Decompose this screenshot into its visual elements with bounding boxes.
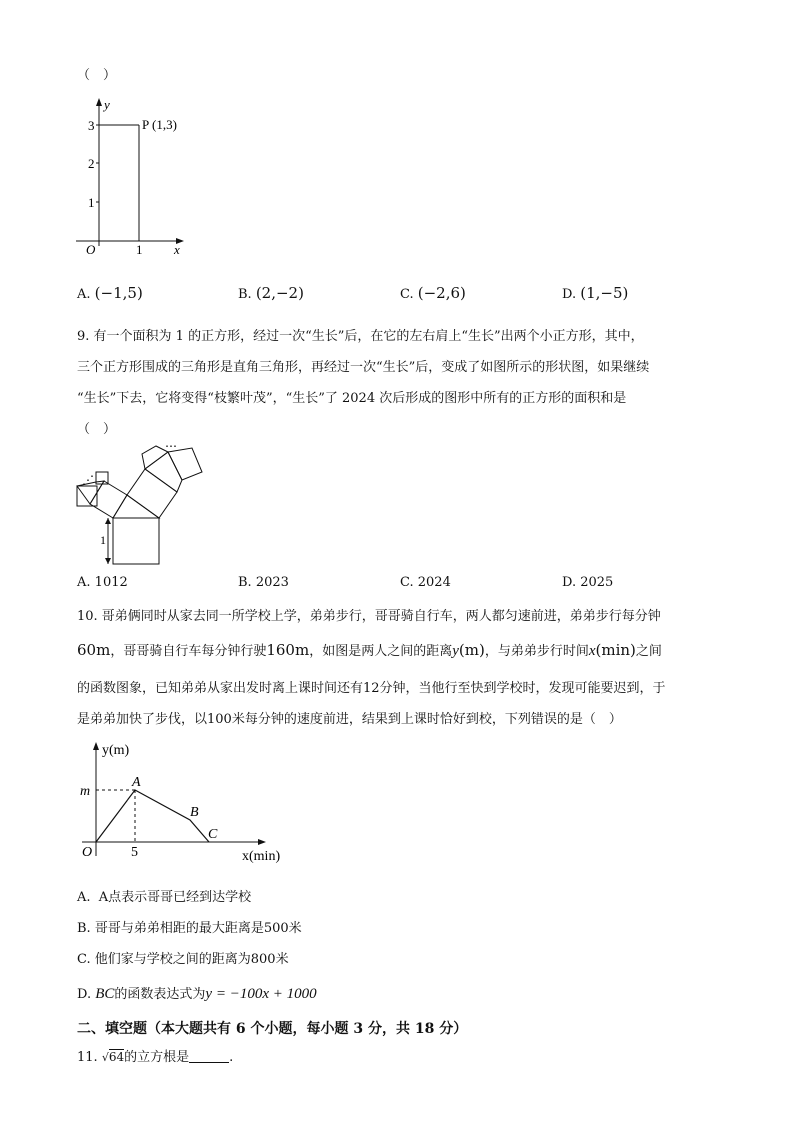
q10-option-c[interactable]: C. 他们家与学校之间的距离为800米 — [77, 952, 289, 967]
q9-dots-left: ⋰ — [82, 473, 94, 487]
q8-tick-1: 1 — [88, 195, 95, 210]
q10-origin-label: O — [82, 845, 93, 860]
q10-five-label: 5 — [131, 845, 138, 860]
q11-answer-blank[interactable] — [189, 1050, 229, 1063]
q8-option-b[interactable]: B. (2,−2) — [238, 284, 304, 302]
q10-text-line1: 10. 哥弟俩同时从家去同一所学校上学，弟弟步行，哥哥骑自行车，两人都匀速前进，弟弟步行每分钟 — [77, 609, 661, 624]
section2-title: 二、填空题（本大题共有 6 个小题，每小题 3 分，共 18 分） — [77, 1021, 468, 1037]
q11-question: 11. √64的立方根是 . — [77, 1050, 234, 1065]
sqrt-icon: √ — [101, 1051, 109, 1064]
q8-origin-label: O — [86, 242, 96, 257]
q10-y-label: y(m) — [102, 743, 130, 758]
q9-option-c[interactable]: C. 2024 — [400, 575, 451, 590]
q8-x-label: x — [174, 242, 180, 257]
q10-point-c-label: C — [208, 827, 218, 842]
q10-text-line4: 是弟弟加快了步伐，以100米每分钟的速度前进，结果到上课时恰好到校，下列错误的是（ ） — [77, 712, 622, 727]
q10-text-line2: 60m，哥哥骑自行车每分钟行驶160m，如图是两人之间的距离y(m)，与弟弟步行时间x(min)之间 — [77, 641, 662, 659]
q9-text-line2: 三个正方形围成的三角形是直角三角形，再经过一次“生长”后，变成了如图所示的形状图，如果继续 — [77, 360, 650, 375]
q10-point-b-label: B — [190, 805, 199, 820]
q8-option-c[interactable]: C. (−2,6) — [400, 284, 466, 302]
q8-x-tick-1: 1 — [136, 242, 143, 257]
q10-x-label: x(min) — [242, 849, 281, 864]
q9-left-square — [90, 481, 127, 518]
q9-option-b[interactable]: B. 2023 — [238, 575, 289, 590]
q10-m-label: m — [80, 784, 91, 799]
q9-base-square — [113, 518, 159, 564]
q10-option-d[interactable]: D. BC的函数表达式为y = −100x + 1000 — [77, 986, 317, 1002]
q10-option-a[interactable]: A. A点表示哥哥已经到达学校 — [77, 890, 252, 905]
q9-answer-paren: （ ） — [77, 422, 117, 437]
q9-pythagoras-tree-figure — [72, 442, 222, 567]
q8-option-d[interactable]: D. (1,−5) — [562, 284, 629, 302]
q8-y-label: y — [104, 97, 110, 112]
q8-tick-2: 2 — [88, 156, 95, 171]
q8-coordinate-figure — [72, 96, 202, 271]
q9-dots-top: ⋯ — [165, 442, 177, 453]
q9-right-square — [127, 469, 177, 518]
q8-tick-3: 3 — [88, 118, 95, 133]
q9-side-label: 1 — [100, 533, 106, 547]
q10-point-a-label: A — [132, 775, 141, 790]
q8-y-axis-arrow — [96, 98, 102, 106]
q8-point-p-label: P (1,3) — [142, 117, 177, 132]
q10-option-b[interactable]: B. 哥哥与弟弟相距的最大距离是500米 — [77, 921, 302, 936]
q9-option-a[interactable]: A. 1012 — [77, 575, 128, 590]
q8-option-a[interactable]: A. (−1,5) — [77, 284, 143, 302]
q9-text-line3: “生长”下去，它将变得“枝繁叶茂”，“生长”了 2024 次后形成的图形中所有的正方形的面积和是 — [77, 391, 627, 406]
q9-option-d[interactable]: D. 2025 — [562, 575, 614, 590]
q10-function-graph — [72, 738, 302, 866]
q10-text-line3: 的函数图象，已知弟弟从家出发时离上课时间还有12分钟，当他行至快到学校时，发现可能要迟到，于 — [77, 681, 666, 696]
q8-answer-paren: （ ） — [77, 68, 117, 83]
q9-text-line1: 9. 有一个面积为 1 的正方形，经过一次“生长”后，在它的左右肩上“生长”出两个小正方形，其中， — [77, 329, 644, 344]
